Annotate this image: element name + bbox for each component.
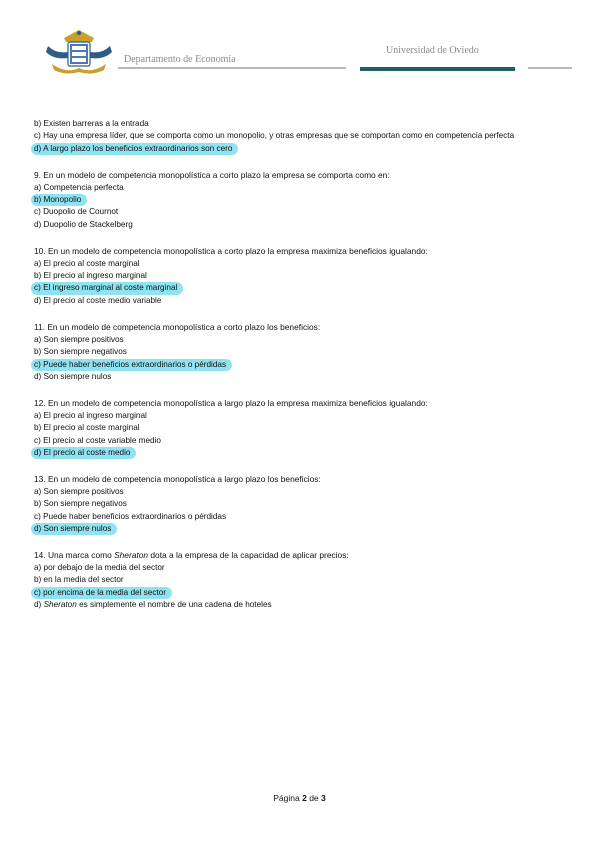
question-block-9 (34, 169, 574, 231)
answer-option-highlighted: d) A largo plazo los beneficios extraordinarios son cero (34, 143, 574, 155)
answer-option-highlighted: d) El precio al coste medio (34, 447, 574, 459)
header-accent-bar (360, 67, 515, 71)
answer-option: c) Hay una empresa líder, que se comporta como un monopolio, y otras empresas que se comportan como en competencia perfecta (34, 131, 515, 141)
answer-option: a) Son siempre positivos (34, 334, 124, 344)
question-text: 14. Una marca como Sheraton dota a la empresa de la capacidad de aplicar precios: (34, 550, 349, 561)
answer-option: b) Existen barreras a la entrada (34, 119, 149, 128)
current-page-number: 2 (302, 793, 307, 803)
page-footer (0, 793, 599, 803)
header-divider-left (118, 67, 346, 69)
answer-option: b) Son siempre negativos (34, 499, 127, 509)
answer-option-highlighted: d) Son siempre nulos (34, 523, 574, 535)
question-text: 13. En un modelo de competencia monopolística a largo plazo los beneficios: (34, 474, 321, 485)
total-pages-number: 3 (321, 793, 326, 803)
answer-option-highlighted: c) Puede haber beneficios extraordinarios o pérdidas (34, 359, 574, 371)
university-crest-logo (42, 24, 116, 76)
question-text: 12. En un modelo de competencia monopolística a largo plazo la empresa maximiza beneficios igualando: (34, 398, 428, 409)
answer-option: a) por debajo de la media del sector (34, 562, 165, 572)
header-divider-right (528, 67, 572, 69)
intro-options-block (34, 118, 574, 155)
exam-content (34, 118, 574, 625)
answer-option: a) Son siempre positivos (34, 486, 124, 496)
page-middle: de (306, 793, 322, 803)
answer-option: b) en la media del sector (34, 575, 124, 585)
answer-option: d) Sheraton es simplemente el nombre de una cadena de hoteles (34, 600, 272, 609)
answer-option: b) El precio al ingreso marginal (34, 271, 147, 281)
question-block-13 (34, 473, 574, 535)
question-block-14 (34, 549, 574, 611)
page-prefix: Página (273, 793, 303, 803)
answer-option: a) El precio al coste marginal (34, 258, 140, 268)
question-text: 11. En un modelo de competencia monopolística a corto plazo los beneficios: (34, 322, 321, 333)
answer-option: b) El precio al coste marginal (34, 423, 140, 433)
answer-option: c) Duopolio de Cournot (34, 207, 119, 217)
answer-option-highlighted: c) El ingreso marginal al coste marginal (34, 282, 574, 294)
answer-option-highlighted: c) por encima de la media del sector (34, 587, 574, 599)
page-header (0, 0, 599, 90)
question-block-11 (34, 321, 574, 383)
answer-option: d) Duopolio de Stackelberg (34, 219, 133, 229)
answer-option: a) Competencia perfecta (34, 182, 124, 192)
answer-option: c) Puede haber beneficios extraordinarios o pérdidas (34, 511, 227, 521)
answer-option: d) Son siempre nulos (34, 371, 112, 381)
answer-option: c) El precio al coste variable medio (34, 435, 161, 445)
answer-option: b) Son siempre negativos (34, 347, 127, 357)
question-block-10 (34, 245, 574, 307)
department-name: Departamento de Economía (124, 54, 236, 65)
question-text: 10. En un modelo de competencia monopolística a corto plazo la empresa maximiza beneficios igualando: (34, 246, 428, 257)
question-text: 9. En un modelo de competencia monopolística a corto plazo la empresa se comporta como en: (34, 170, 390, 181)
question-block-12 (34, 397, 574, 459)
answer-option: a) El precio al ingreso marginal (34, 410, 147, 420)
university-name: Universidad de Oviedo (386, 45, 479, 56)
answer-option: d) El precio al coste medio variable (34, 295, 162, 305)
answer-option-highlighted: b) Monopolio (34, 194, 574, 206)
